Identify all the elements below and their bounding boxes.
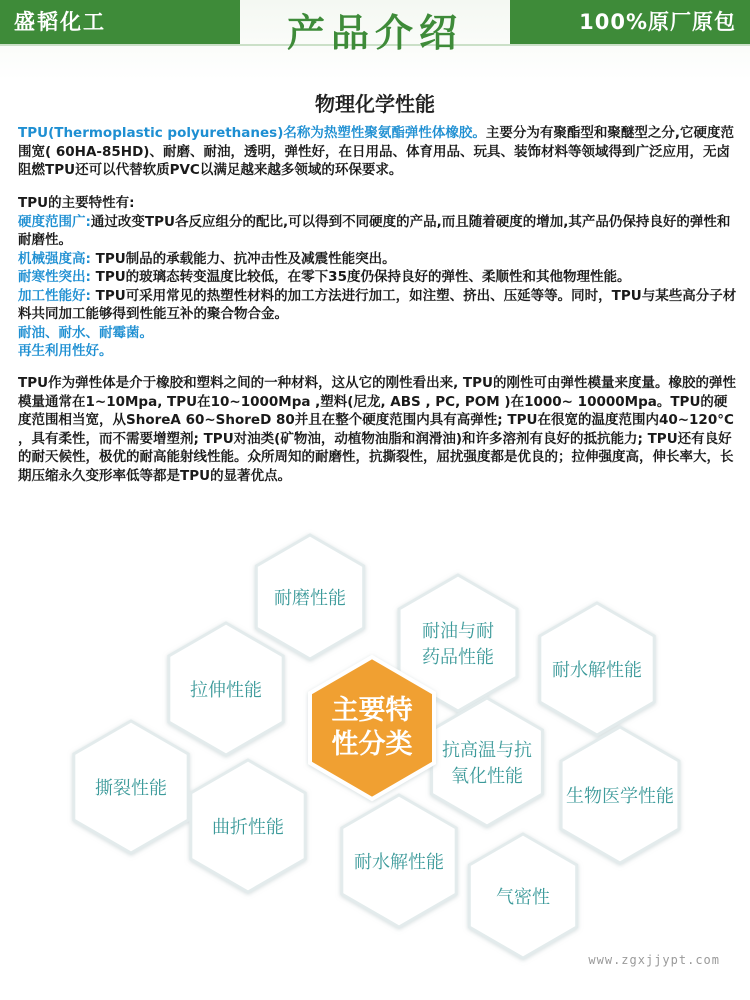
hex-label-heat-1: 抗高温与抗 — [442, 740, 532, 761]
hex-label-hydrolysis2: 耐水解性能 — [354, 852, 444, 873]
hex-label-tear: 撕裂性能 — [95, 778, 167, 799]
feature-cold — [18, 268, 738, 287]
hex-label-oil-2: 药品性能 — [422, 647, 494, 668]
feature-text: TPU的玻璃态转变温度比较低，在零下35度仍保持良好的弹性、柔顺性和其他物理性能。 — [90, 269, 631, 285]
feature-text: 通过改变TPU各反应组分的配比,可以得到不同硬度的产品,而且随着硬度的增加,其产品仍保持良好的弹性和耐磨性。 — [18, 213, 731, 248]
features-heading: TPU的主要特性有: — [18, 195, 135, 211]
section-title: 物理化学性能 — [315, 92, 435, 116]
hex-label-heat-2: 氧化性能 — [451, 766, 523, 787]
hex-diagram-svg — [0, 525, 750, 975]
features-list — [18, 194, 738, 361]
hex-label-hydrolysis1: 耐水解性能 — [552, 660, 642, 681]
feature-label: 再生利用性好。 — [18, 343, 113, 359]
original-pack-label: 100%原厂原包 — [579, 10, 736, 34]
feature-processing — [18, 287, 738, 324]
intro-highlight: TPU(Thermoplastic polyurethanes)名称为热塑性聚氨酯弹性体橡胶。 — [18, 125, 486, 141]
original-pack-bar — [510, 0, 750, 44]
company-name: 盛韬化工 — [14, 10, 106, 34]
company-name-bar — [0, 0, 240, 44]
detail-paragraph: TPU作为弹性体是介于橡胶和塑料之间的一种材料，这从它的刚性看出来, TPU的刚性可由弹性模量来度量。橡胶的弹性模量通常在1~10Mpa, TPU在10~1000Mpa ,塑料(尼龙, ABS , PC, POM )在1000~ 10000Mpa。TPU的硬度范围相当宽，从ShoreA 60~ShoreD 80并且在整个硬度范围内具有高弹性; TPU在很宽的温度范围内40~120°C ，具有柔性，而不需要增塑剂; TPU对油类(矿物油，动植物油脂和润滑油)和许多溶剂有良好的抵抗能力; TPU还有良好的耐天候性，极优的耐高能射线性能。众所周知的耐磨性，抗撕裂性，屈扰强度都是优良的；拉伸强度高，伸长率大，长期压缩永久变形率低等都是TPU的显著优点。 — [18, 375, 736, 484]
hex-label-wear: 耐磨性能 — [274, 588, 346, 609]
hex-label-oil-1: 耐油与耐 — [422, 621, 494, 642]
intro-paragraph — [18, 124, 738, 180]
center-label-line1: 主要特 — [331, 695, 413, 726]
hex-label-bio: 生物医学性能 — [566, 786, 674, 807]
hex-label-flex: 曲折性能 — [212, 817, 284, 838]
hex-heat — [432, 698, 543, 826]
feature-hardness — [18, 213, 738, 250]
feature-text: TPU可采用常见的热塑性材料的加工方法进行加工，如注塑、挤出、压延等等。同时，TPU与某些高分子材料共同加工能够得到性能互补的聚合物合金。 — [18, 287, 737, 322]
page-title: 产品介绍 — [286, 10, 463, 55]
header-banner — [0, 0, 750, 80]
intro-text: 主要分为有聚酯型和聚醚型之分,它硬度范围宽( 60HA-85HD)、耐磨、耐油，透明，弹性好，在日用品、体育用品、玩具、装饰材料等领域得到广泛应用，无卤阻燃TPU还可以代替软质PVC以满足越来越多领域的环保要求。 — [18, 125, 735, 178]
feature-label: 耐寒性突出: — [18, 269, 91, 285]
hex-diagram — [0, 525, 750, 975]
hex-label-airtight: 气密性 — [496, 887, 550, 908]
hex-label-tensile: 拉伸性能 — [190, 680, 262, 701]
feature-strength — [18, 250, 738, 269]
feature-resistance — [18, 324, 738, 343]
feature-label: 硬度范围广: — [18, 213, 91, 230]
feature-label: 机械强度高: — [18, 250, 91, 267]
feature-recycle — [18, 342, 738, 361]
feature-text: TPU制品的承载能力、抗冲击性及减震性能突出。 — [90, 250, 396, 267]
feature-label: 耐油、耐水、耐霉菌。 — [18, 324, 153, 341]
feature-label: 加工性能好: — [18, 287, 91, 304]
site-watermark: www.zgxjjypt.com — [588, 953, 720, 967]
center-label-line2: 性分类 — [331, 729, 413, 760]
